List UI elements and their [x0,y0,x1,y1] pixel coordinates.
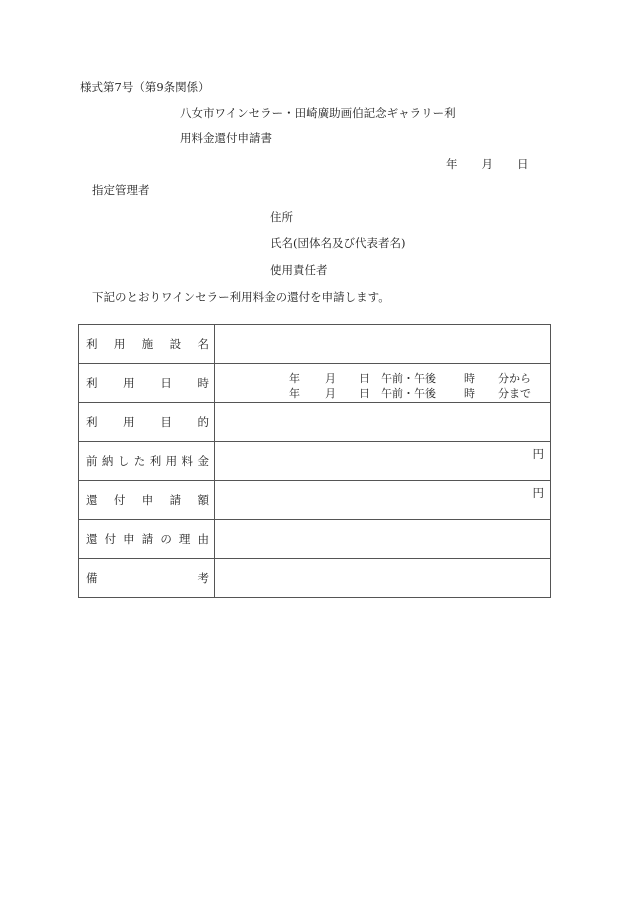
table-row [79,325,551,364]
facility-name-field[interactable] [215,325,551,364]
start-hour: 時 [464,372,475,385]
end-minute: 分まで [498,387,531,400]
responsible-person-label: 使用責任者 [270,263,328,277]
document-title-line-1: 八女市ワインセラー・田崎廣助画伯記念ギャラリー利 [180,106,456,120]
date-month-label: 月 [481,157,493,171]
refund-application-table [78,324,551,598]
applicant-address-label: 住所 [270,210,293,224]
applicant-name-label: 氏名(団体名及び代表者名) [270,236,406,250]
end-month: 月 [325,387,336,400]
usage-purpose-label: 利 用 目 的 [79,403,215,442]
table-row [79,481,551,520]
facility-name-label: 利 用 施 設 名 [79,325,215,364]
application-date [446,159,529,171]
end-day: 日 [359,387,370,400]
table-row [79,364,551,403]
remarks-label: 備 考 [79,559,215,598]
start-year: 年 [289,372,300,385]
start-month: 月 [325,372,336,385]
refund-amount-label: 還 付 申 請 額 [79,481,215,520]
yen-unit: 円 [532,486,544,500]
usage-purpose-field[interactable] [215,403,551,442]
prepaid-fee-label: 前 納 し た 利 用 料 金 [79,442,215,481]
intro-statement: 下記のとおりワインセラー利用料金の還付を申請します。 [92,290,390,304]
remarks-field[interactable] [215,559,551,598]
start-ampm: 午前・午後 [381,372,436,385]
form-number: 様式第7号（第9条関係） [80,80,210,94]
table-row [79,520,551,559]
end-year: 年 [289,387,300,400]
table-row [79,442,551,481]
end-ampm: 午前・午後 [381,387,436,400]
table-row [79,559,551,598]
table-row [79,403,551,442]
yen-unit: 円 [532,447,544,461]
refund-reason-field[interactable] [215,520,551,559]
start-minute: 分から [498,372,531,385]
prepaid-fee-field[interactable] [215,442,551,481]
usage-datetime-label: 利 用 日 時 [79,364,215,403]
refund-reason-label: 還 付 申 請 の 理 由 [79,520,215,559]
addressee: 指定管理者 [92,183,150,197]
usage-datetime-field[interactable] [215,364,551,403]
date-day-label: 日 [517,157,529,171]
start-day: 日 [359,372,370,385]
date-year-label: 年 [446,157,458,171]
end-hour: 時 [464,387,475,400]
refund-amount-field[interactable] [215,481,551,520]
document-title-line-2: 用料金還付申請書 [180,131,272,145]
